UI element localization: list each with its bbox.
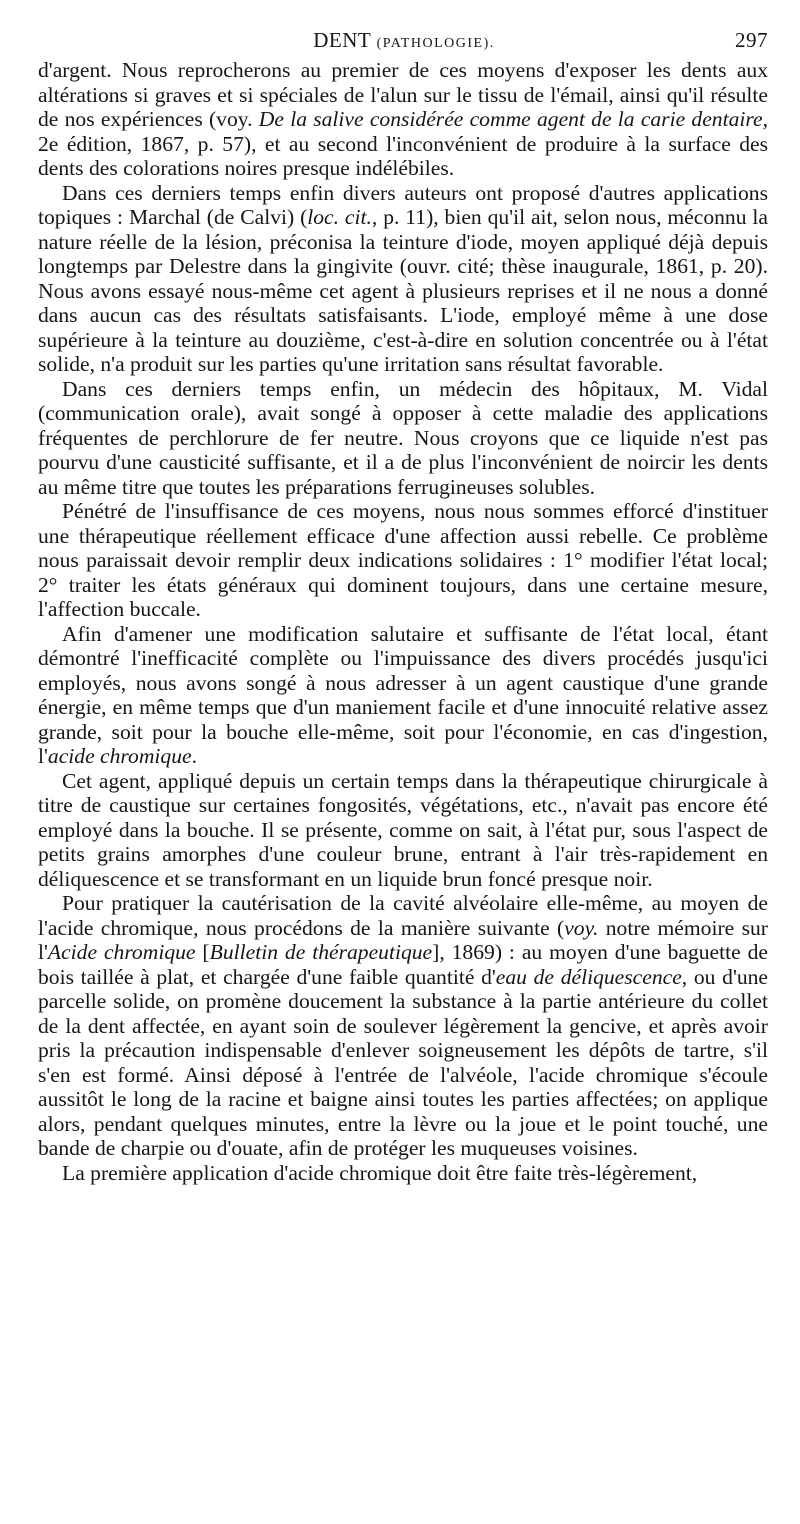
paragraph xyxy=(38,1161,768,1186)
text-run: Cet agent, appliqué depuis un certain temps dans la thérapeutique chirurgicale à titre de caustique sur certaines fongosités, végétations, etc., n'avait pas encore été employé dans la bouche. Il se présente, comme on sait, à l'état pur, sous l'aspect de petits grains amorphes d'une couleur brune, entrant à l'air très-rapidement en déliquescence et se transformant en un liquide brun foncé presque noir. xyxy=(38,768,768,891)
italic-text-run: Acide chromique xyxy=(47,940,196,964)
text-run: Pour pratiquer la cautérisation de la cavité alvéolaire elle-même, au moyen de l'acide chromique, nous procédons de la manière suivante ( xyxy=(38,891,768,940)
text-run: notre mémoire sur l' xyxy=(38,915,768,964)
page-number: 297 xyxy=(735,28,768,52)
paragraph xyxy=(38,181,768,377)
italic-text-run: loc. cit. xyxy=(307,205,372,229)
italic-text-run: Bulletin de thérapeutique xyxy=(209,940,433,964)
paragraph xyxy=(38,499,768,622)
text-run: La première application d'acide chromique doit être faite très-légèrement, xyxy=(62,1160,698,1185)
text-run: d'argent. Nous reprocherons au premier de ces moyens d'exposer les dents aux altérations si graves et si spéciales de l'alun sur le tissu de l'émail, ainsi qu'il résulte de nos expériences (voy. xyxy=(38,58,768,131)
text-run: Afin d'amener une modification salutaire et suffisante de l'état local, étant démontré l'inefficacité complète ou l'impuissance des divers procédés jusqu'ici employés, nous avons songé à nous adresser à un agent caustique d'une grande énergie, en même temps que d'un maniement facile et d'une innocuité relative assez grande, soit pour la bouche elle-même, soit pour l'économie, en cas d'ingestion, l' xyxy=(38,621,768,768)
text-run: , p. 11), bien qu'il ait, selon nous, méconnu la nature réelle de la lésion, préconisa la teinture d'iode, moyen appliqué déjà depuis longtemps par Delestre dans la gingivite (ouvr. cité; thèse inaugurale, 1861, p. 20). Nous avons essayé nous-même cet agent à plusieurs reprises et il ne nous a donné dans aucun cas des résultats satisfaisants. L'iode, employé même à une dose supérieure à la teinture au douzième, c'est-à-dire en solution concentrée ou à l'état solide, n'a produit sur les parties qu'une irritation sans résultat favorable. xyxy=(38,205,768,376)
body-text xyxy=(38,58,768,1185)
running-title xyxy=(38,28,770,53)
text-run: Dans ces derniers temps enfin, un médecin des hôpitaux, M. Vidal (communication orale), avait songé à opposer à cette maladie des applications fréquentes de perchlorure de fer neutre. Nous croyons que ce liquide n'est pas pourvu d'une causticité suffisante, et il a de plus l'inconvénient de noircir les dents au même titre que toutes les préparations ferrugineuses solubles. xyxy=(38,376,768,499)
text-run: Dans ces derniers temps enfin divers auteurs ont proposé d'autres applications topiques : Marchal (de Calvi) ( xyxy=(38,180,768,229)
paragraph xyxy=(38,58,768,181)
running-title-sub: (PATHOLOGIE). xyxy=(376,36,495,51)
text-run: [ xyxy=(195,940,210,964)
text-run: . xyxy=(191,744,198,768)
paragraph xyxy=(38,769,768,892)
text-run: Pénétré de l'insuffisance de ces moyens, nous nous sommes efforcé d'instituer une thérapeutique réellement efficace d'une affection aussi rebelle. Ce problème nous paraissait devoir remplir deux indications solidaires : 1° modifier l'état local; 2° traiter les états généraux qui dominent toujours, dans une certaine mesure, l'affection buccale. xyxy=(38,499,768,621)
italic-text-run: De la salive considérée comme agent de la carie dentaire xyxy=(258,107,763,131)
italic-text-run: eau de déliquescence xyxy=(495,964,682,989)
italic-text-run: acide chromique xyxy=(47,744,192,768)
running-title-main: DENT xyxy=(313,28,371,52)
paragraph xyxy=(38,891,768,1161)
running-header xyxy=(38,28,770,62)
italic-text-run: voy. xyxy=(564,915,599,940)
text-run: , ou d'une parcelle solide, on promène doucement la substance à la partie antérieure du collet de la dent affectée, en ayant soin de soulever légèrement la gencive, et après avoir pris la précaution indispensable d'enlever soigneusement les dépôts de tartre, s'il s'en est formé. Ainsi déposé à l'entrée de l'alvéole, l'acide chromique s'écoule aussitôt le long de la racine et baigne ainsi toutes les parties affectées; on applique alors, pendant quelques minutes, entre la lèvre ou la joue et le point touché, une bande de charpie ou d'ouate, afin de protéger les muqueuses voisines. xyxy=(38,964,769,1160)
text-run: ], 1869) : au moyen d'une baguette de bois taillée à plat, et chargée d'une faible quantité d' xyxy=(38,940,769,989)
text-run: , 2e édition, 1867, p. 57), et au second l'inconvénient de produire à la surface des dents des colorations noires presque indélébiles. xyxy=(38,107,768,180)
paragraph xyxy=(38,377,768,500)
paragraph xyxy=(38,622,768,769)
